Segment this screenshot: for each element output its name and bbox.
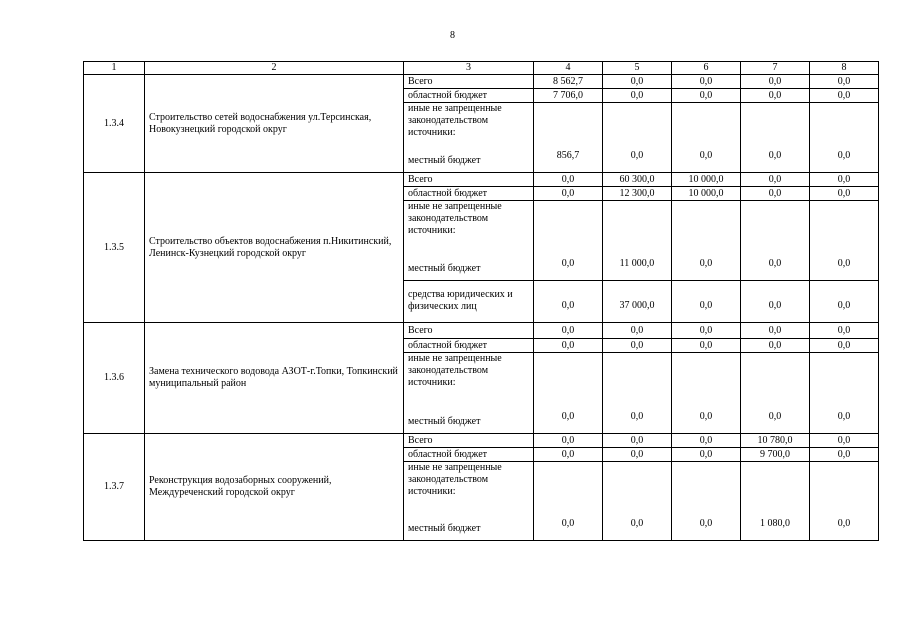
source-regional-label: областной бюджет <box>404 339 534 353</box>
source-lines <box>408 103 529 167</box>
item-name: Замена технического водовода АЗОТ-г.Топки, Топкинский муниципальный район <box>145 323 404 434</box>
value-cell: 0,0 <box>810 89 879 103</box>
column-header: 6 <box>672 62 741 75</box>
other-sources-note: иные не запрещенные законодательством источники: <box>408 462 502 497</box>
value-cell: 0,0 <box>672 339 741 353</box>
column-header: 3 <box>404 62 534 75</box>
value-cell: 0,0 <box>741 103 810 173</box>
value-cell: 11 000,0 <box>603 201 672 281</box>
column-header: 5 <box>603 62 672 75</box>
value-cell: 0,0 <box>741 339 810 353</box>
value-cell: 9 700,0 <box>741 448 810 462</box>
value-cell: 0,0 <box>810 281 879 323</box>
item-name: Реконструкция водозаборных сооружений, Междуреченский городской округ <box>145 434 404 541</box>
item-name: Строительство сетей водоснабжения ул.Терсинская, Новокузнецкий городской округ <box>145 75 404 173</box>
value-cell: 0,0 <box>534 434 603 448</box>
source-cell <box>404 103 534 173</box>
value-cell: 0,0 <box>603 75 672 89</box>
header-row <box>84 62 879 75</box>
column-header: 2 <box>145 62 404 75</box>
value-cell: 0,0 <box>603 448 672 462</box>
other-sources-note: иные не запрещенные законодательством источники: <box>408 201 502 236</box>
value-cell: 0,0 <box>534 201 603 281</box>
value-cell: 1 080,0 <box>741 462 810 541</box>
subsource-label: местный бюджет <box>408 416 481 427</box>
value-cell: 37 000,0 <box>603 281 672 323</box>
item-number: 1.3.7 <box>84 434 145 541</box>
value-cell: 0,0 <box>603 434 672 448</box>
value-cell: 0,0 <box>603 89 672 103</box>
value-cell: 856,7 <box>534 103 603 173</box>
value-cell: 0,0 <box>534 448 603 462</box>
value-cell: 0,0 <box>810 173 879 187</box>
value-cell: 0,0 <box>672 353 741 434</box>
source-lines <box>408 462 529 535</box>
value-cell: 0,0 <box>810 339 879 353</box>
source-cell <box>404 281 534 323</box>
other-sources-note: иные не запрещенные законодательством источники: <box>408 103 502 138</box>
column-header: 8 <box>810 62 879 75</box>
source-total-label: Всего <box>404 75 534 89</box>
value-cell: 0,0 <box>810 353 879 434</box>
column-header: 7 <box>741 62 810 75</box>
source-regional-label: областной бюджет <box>404 448 534 462</box>
column-header: 4 <box>534 62 603 75</box>
value-cell: 0,0 <box>603 462 672 541</box>
value-cell: 0,0 <box>534 173 603 187</box>
value-cell: 0,0 <box>810 434 879 448</box>
value-cell: 0,0 <box>534 323 603 339</box>
value-cell: 0,0 <box>672 201 741 281</box>
table-row <box>84 323 879 339</box>
value-cell: 0,0 <box>672 434 741 448</box>
value-cell: 10 000,0 <box>672 187 741 201</box>
value-cell: 0,0 <box>603 323 672 339</box>
value-cell: 0,0 <box>603 353 672 434</box>
item-number: 1.3.4 <box>84 75 145 173</box>
subsource-label: средства юридических и физических лиц <box>408 289 513 312</box>
table-body <box>84 62 879 541</box>
value-cell: 0,0 <box>741 201 810 281</box>
value-cell: 0,0 <box>534 187 603 201</box>
value-cell: 0,0 <box>741 187 810 201</box>
subsource-label: местный бюджет <box>408 263 481 274</box>
value-cell: 0,0 <box>603 103 672 173</box>
source-cell <box>404 353 534 434</box>
value-cell: 0,0 <box>810 103 879 173</box>
source-total-label: Всего <box>404 323 534 339</box>
value-cell: 10 780,0 <box>741 434 810 448</box>
item-number: 1.3.5 <box>84 173 145 323</box>
value-cell: 0,0 <box>741 173 810 187</box>
value-cell: 0,0 <box>741 281 810 323</box>
value-cell: 0,0 <box>810 323 879 339</box>
source-lines <box>408 353 529 428</box>
source-lines <box>408 201 529 275</box>
table-row <box>84 173 879 187</box>
value-cell: 0,0 <box>672 75 741 89</box>
value-cell: 0,0 <box>810 448 879 462</box>
source-lines <box>408 281 529 313</box>
value-cell: 0,0 <box>534 353 603 434</box>
value-cell: 0,0 <box>672 462 741 541</box>
source-regional-label: областной бюджет <box>404 89 534 103</box>
value-cell: 0,0 <box>810 187 879 201</box>
value-cell: 0,0 <box>672 448 741 462</box>
value-cell: 0,0 <box>741 323 810 339</box>
value-cell: 0,0 <box>810 462 879 541</box>
value-cell: 0,0 <box>810 75 879 89</box>
item-number: 1.3.6 <box>84 323 145 434</box>
value-cell: 0,0 <box>672 89 741 103</box>
value-cell: 0,0 <box>534 339 603 353</box>
value-cell: 0,0 <box>672 323 741 339</box>
value-cell: 0,0 <box>603 339 672 353</box>
source-regional-label: областной бюджет <box>404 187 534 201</box>
value-cell: 0,0 <box>672 281 741 323</box>
source-total-label: Всего <box>404 434 534 448</box>
value-cell: 0,0 <box>534 462 603 541</box>
value-cell: 0,0 <box>810 201 879 281</box>
budget-table <box>83 61 879 541</box>
value-cell: 60 300,0 <box>603 173 672 187</box>
value-cell: 7 706,0 <box>534 89 603 103</box>
subsource-label: местный бюджет <box>408 523 481 534</box>
source-cell <box>404 462 534 541</box>
page-number: 8 <box>450 30 455 41</box>
source-total-label: Всего <box>404 173 534 187</box>
value-cell: 0,0 <box>741 75 810 89</box>
value-cell: 12 300,0 <box>603 187 672 201</box>
value-cell: 0,0 <box>534 281 603 323</box>
source-cell <box>404 201 534 281</box>
value-cell: 0,0 <box>741 353 810 434</box>
value-cell: 10 000,0 <box>672 173 741 187</box>
table-row <box>84 75 879 89</box>
column-header: 1 <box>84 62 145 75</box>
item-name: Строительство объектов водоснабжения п.Никитинский, Ленинск-Кузнецкий городской округ <box>145 173 404 323</box>
table-row <box>84 434 879 448</box>
value-cell: 0,0 <box>672 103 741 173</box>
other-sources-note: иные не запрещенные законодательством источники: <box>408 353 502 388</box>
subsource-label: местный бюджет <box>408 155 481 166</box>
value-cell: 0,0 <box>741 89 810 103</box>
value-cell: 8 562,7 <box>534 75 603 89</box>
